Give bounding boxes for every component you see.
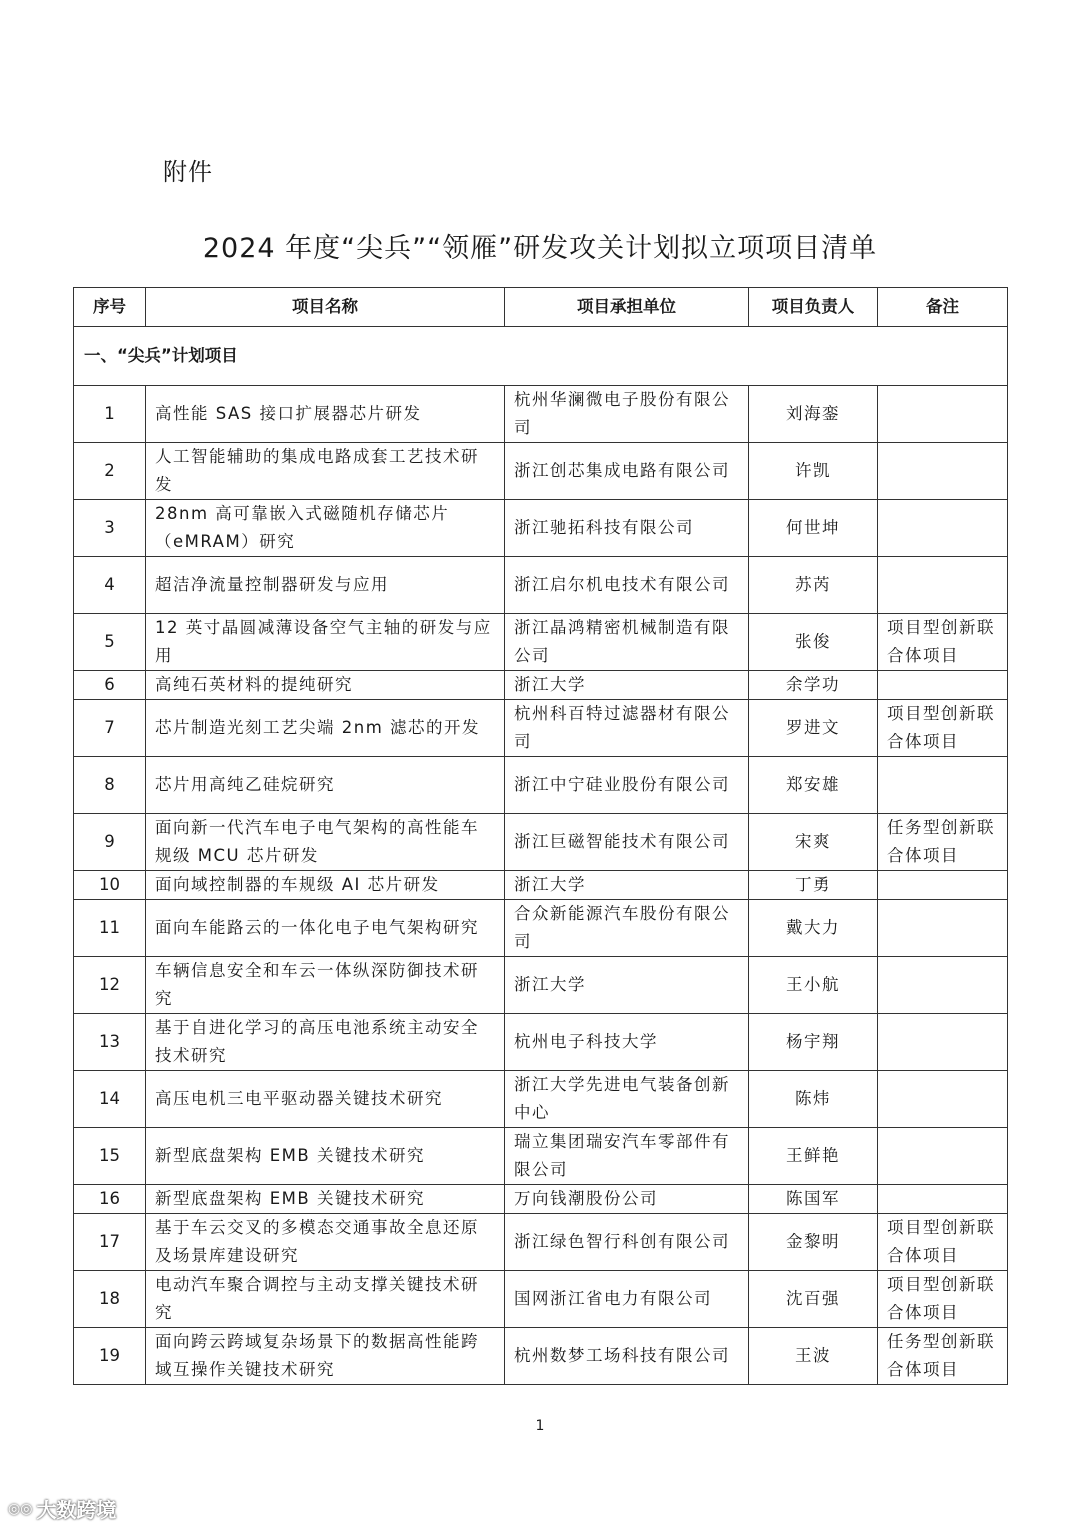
undertaking-unit: 浙江大学 bbox=[505, 957, 749, 1014]
undertaking-unit: 浙江大学先进电气装备创新中心 bbox=[505, 1071, 749, 1128]
undertaking-unit: 杭州数梦工场科技有限公司 bbox=[505, 1328, 749, 1385]
table-row bbox=[74, 1128, 1008, 1185]
undertaking-unit: 浙江中宁硅业股份有限公司 bbox=[505, 757, 749, 814]
project-lead: 何世坤 bbox=[749, 500, 878, 557]
remark bbox=[878, 443, 1008, 500]
project-lead: 王小航 bbox=[749, 957, 878, 1014]
row-number: 3 bbox=[74, 500, 146, 557]
row-number: 11 bbox=[74, 900, 146, 957]
undertaking-unit: 杭州科百特过滤器材有限公司 bbox=[505, 700, 749, 757]
table-row bbox=[74, 957, 1008, 1014]
attachment-label: 附件 bbox=[163, 158, 213, 186]
row-number: 5 bbox=[74, 614, 146, 671]
watermark-text: 大数跨境 bbox=[36, 1498, 117, 1522]
row-number: 9 bbox=[74, 814, 146, 871]
row-number: 19 bbox=[74, 1328, 146, 1385]
undertaking-unit: 浙江大学 bbox=[505, 671, 749, 700]
table-row bbox=[74, 386, 1008, 443]
row-number: 13 bbox=[74, 1014, 146, 1071]
section-row bbox=[74, 327, 1008, 386]
header-no: 序号 bbox=[74, 288, 146, 327]
table-row bbox=[74, 814, 1008, 871]
header-project-name: 项目名称 bbox=[146, 288, 505, 327]
table-row bbox=[74, 900, 1008, 957]
remark bbox=[878, 1014, 1008, 1071]
row-number: 7 bbox=[74, 700, 146, 757]
table-row bbox=[74, 1271, 1008, 1328]
row-number: 18 bbox=[74, 1271, 146, 1328]
project-lead: 金黎明 bbox=[749, 1214, 878, 1271]
project-lead: 郑安雄 bbox=[749, 757, 878, 814]
project-lead: 陈国军 bbox=[749, 1185, 878, 1214]
undertaking-unit: 浙江驰拓科技有限公司 bbox=[505, 500, 749, 557]
remark bbox=[878, 871, 1008, 900]
undertaking-unit: 瑞立集团瑞安汽车零部件有限公司 bbox=[505, 1128, 749, 1185]
page-number: 1 bbox=[535, 1418, 545, 1434]
row-number: 17 bbox=[74, 1214, 146, 1271]
project-lead: 刘海銮 bbox=[749, 386, 878, 443]
undertaking-unit: 万向钱潮股份公司 bbox=[505, 1185, 749, 1214]
project-name: 超洁净流量控制器研发与应用 bbox=[146, 557, 505, 614]
project-lead: 戴大力 bbox=[749, 900, 878, 957]
remark: 任务型创新联合体项目 bbox=[878, 1328, 1008, 1385]
table-row bbox=[74, 757, 1008, 814]
remark bbox=[878, 900, 1008, 957]
row-number: 4 bbox=[74, 557, 146, 614]
remark: 项目型创新联合体项目 bbox=[878, 614, 1008, 671]
table-row bbox=[74, 871, 1008, 900]
undertaking-unit: 国网浙江省电力有限公司 bbox=[505, 1271, 749, 1328]
remark: 任务型创新联合体项目 bbox=[878, 814, 1008, 871]
table-row bbox=[74, 700, 1008, 757]
project-lead: 苏芮 bbox=[749, 557, 878, 614]
project-lead: 宋爽 bbox=[749, 814, 878, 871]
undertaking-unit: 杭州华澜微电子股份有限公司 bbox=[505, 386, 749, 443]
undertaking-unit: 浙江创芯集成电路有限公司 bbox=[505, 443, 749, 500]
document-title: 2024 年度“尖兵”“领雁”研发攻关计划拟立项项目清单 bbox=[202, 233, 878, 264]
project-name: 12 英寸晶圆减薄设备空气主轴的研发与应用 bbox=[146, 614, 505, 671]
watermark bbox=[8, 1494, 116, 1523]
remark: 项目型创新联合体项目 bbox=[878, 700, 1008, 757]
project-lead: 王鲜艳 bbox=[749, 1128, 878, 1185]
section-title: 一、“尖兵”计划项目 bbox=[74, 327, 1008, 386]
row-number: 6 bbox=[74, 671, 146, 700]
remark bbox=[878, 757, 1008, 814]
row-number: 8 bbox=[74, 757, 146, 814]
undertaking-unit: 合众新能源汽车股份有限公司 bbox=[505, 900, 749, 957]
project-lead: 王波 bbox=[749, 1328, 878, 1385]
project-name: 高性能 SAS 接口扩展器芯片研发 bbox=[146, 386, 505, 443]
undertaking-unit: 浙江巨磁智能技术有限公司 bbox=[505, 814, 749, 871]
undertaking-unit: 浙江大学 bbox=[505, 871, 749, 900]
remark: 项目型创新联合体项目 bbox=[878, 1271, 1008, 1328]
undertaking-unit: 杭州电子科技大学 bbox=[505, 1014, 749, 1071]
header-unit: 项目承担单位 bbox=[505, 288, 749, 327]
project-name: 面向域控制器的车规级 AI 芯片研发 bbox=[146, 871, 505, 900]
project-lead: 杨宇翔 bbox=[749, 1014, 878, 1071]
header-note: 备注 bbox=[878, 288, 1008, 327]
project-lead: 陈炜 bbox=[749, 1071, 878, 1128]
header-lead: 项目负责人 bbox=[749, 288, 878, 327]
undertaking-unit: 浙江启尔机电技术有限公司 bbox=[505, 557, 749, 614]
row-number: 10 bbox=[74, 871, 146, 900]
project-lead: 罗进文 bbox=[749, 700, 878, 757]
project-name: 28nm 高可靠嵌入式磁随机存储芯片（eMRAM）研究 bbox=[146, 500, 505, 557]
remark bbox=[878, 1185, 1008, 1214]
remark bbox=[878, 671, 1008, 700]
remark bbox=[878, 1128, 1008, 1185]
row-number: 12 bbox=[74, 957, 146, 1014]
project-name: 电动汽车聚合调控与主动支撑关键技术研究 bbox=[146, 1271, 505, 1328]
table-header-row bbox=[74, 288, 1008, 327]
project-name: 高压电机三电平驱动器关键技术研究 bbox=[146, 1071, 505, 1128]
row-number: 16 bbox=[74, 1185, 146, 1214]
remark bbox=[878, 1071, 1008, 1128]
table-row bbox=[74, 1328, 1008, 1385]
table-row bbox=[74, 671, 1008, 700]
remark: 项目型创新联合体项目 bbox=[878, 1214, 1008, 1271]
row-number: 15 bbox=[74, 1128, 146, 1185]
undertaking-unit: 浙江晶鸿精密机械制造有限公司 bbox=[505, 614, 749, 671]
project-name: 面向车能路云的一体化电子电气架构研究 bbox=[146, 900, 505, 957]
table-row bbox=[74, 500, 1008, 557]
project-name: 基于自进化学习的高压电池系统主动安全技术研究 bbox=[146, 1014, 505, 1071]
project-name: 新型底盘架构 EMB 关键技术研究 bbox=[146, 1128, 505, 1185]
table-row bbox=[74, 1071, 1008, 1128]
project-lead: 张俊 bbox=[749, 614, 878, 671]
remark bbox=[878, 386, 1008, 443]
project-name: 高纯石英材料的提纯研究 bbox=[146, 671, 505, 700]
project-name: 面向跨云跨域复杂场景下的数据高性能跨域互操作关键技术研究 bbox=[146, 1328, 505, 1385]
table-row bbox=[74, 1214, 1008, 1271]
project-lead: 沈百强 bbox=[749, 1271, 878, 1328]
row-number: 14 bbox=[74, 1071, 146, 1128]
project-table bbox=[73, 287, 1008, 1385]
undertaking-unit: 浙江绿色智行科创有限公司 bbox=[505, 1214, 749, 1271]
row-number: 2 bbox=[74, 443, 146, 500]
project-name: 基于车云交叉的多模态交通事故全息还原及场景库建设研究 bbox=[146, 1214, 505, 1271]
project-name: 人工智能辅助的集成电路成套工艺技术研发 bbox=[146, 443, 505, 500]
remark bbox=[878, 557, 1008, 614]
table-row bbox=[74, 1014, 1008, 1071]
project-name: 新型底盘架构 EMB 关键技术研究 bbox=[146, 1185, 505, 1214]
project-name: 芯片制造光刻工艺尖端 2nm 滤芯的开发 bbox=[146, 700, 505, 757]
table-row bbox=[74, 614, 1008, 671]
row-number: 1 bbox=[74, 386, 146, 443]
table-row bbox=[74, 1185, 1008, 1214]
table-row bbox=[74, 557, 1008, 614]
project-name: 面向新一代汽车电子电气架构的高性能车规级 MCU 芯片研发 bbox=[146, 814, 505, 871]
project-name: 车辆信息安全和车云一体纵深防御技术研究 bbox=[146, 957, 505, 1014]
remark bbox=[878, 500, 1008, 557]
project-name: 芯片用高纯乙硅烷研究 bbox=[146, 757, 505, 814]
watermark-logo-icon: ◎◎ bbox=[8, 1500, 33, 1517]
remark bbox=[878, 957, 1008, 1014]
project-lead: 丁勇 bbox=[749, 871, 878, 900]
project-lead: 许凯 bbox=[749, 443, 878, 500]
table-row bbox=[74, 443, 1008, 500]
project-lead: 余学功 bbox=[749, 671, 878, 700]
